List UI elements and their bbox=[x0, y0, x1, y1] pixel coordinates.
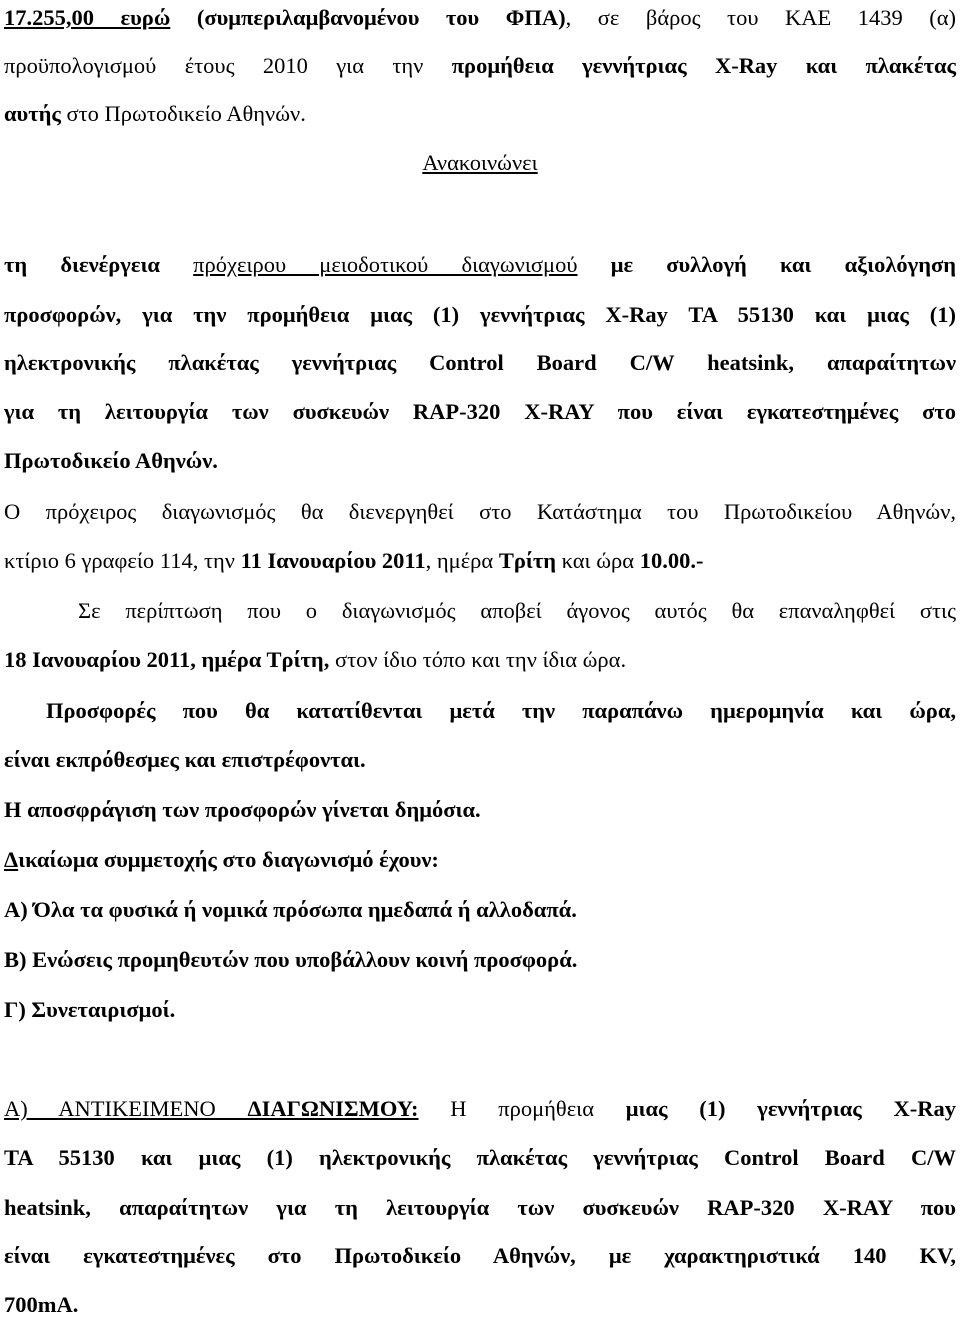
subject-title-b: ΔΙΑΓΩΝΙΣΜΟΥ: bbox=[247, 1096, 419, 1121]
para1-line-2: προσφορών, για την προμήθεια μιας (1) γεννήτριας X-Ray TA 55130 και μιας (1) bbox=[4, 302, 956, 327]
time-label: και ώρα bbox=[556, 548, 640, 573]
para3-line-1: Σε περίπτωση που ο διαγωνισμός αποβεί άγονος αυτός θα επαναληφθεί στις bbox=[78, 598, 956, 623]
kae-text: , σε βάρος του ΚΑΕ 1439 (α) bbox=[565, 5, 957, 30]
vat-text: (συμπεριλαμβανομένου του ΦΠΑ) bbox=[196, 5, 566, 30]
subject-line-4: είναι εγκατεστημένες στο Πρωτοδικείο Αθηνών, με χαρακτηριστικά 140 KV, bbox=[4, 1243, 956, 1268]
para4-line-1: Προσφορές που θα κατατίθενται μετά την παραπάνω ημερομηνία και ώρα, bbox=[46, 698, 956, 723]
rights-item-b: Β) Ενώσεις προμηθευτών που υποβάλλουν κοινή προσφορά. bbox=[4, 947, 578, 972]
its-text: αυτής bbox=[4, 101, 61, 126]
building-text: κτίριο 6 γραφείο 114, την bbox=[4, 548, 241, 573]
tender-day: Τρίτη bbox=[498, 548, 556, 573]
para1-line-1 bbox=[4, 250, 956, 280]
day-label: , ημέρα bbox=[425, 548, 499, 573]
rights-item-c: Γ) Συνεταιρισμοί. bbox=[4, 997, 176, 1022]
subject-generator-text: μιας (1) γεννήτριας X-Ray bbox=[625, 1096, 957, 1121]
intro-line-2 bbox=[4, 51, 956, 81]
intro-line-1 bbox=[4, 3, 956, 33]
rights-heading bbox=[4, 845, 956, 875]
announce-text: Ανακοινώνει bbox=[422, 150, 538, 175]
budget-text: προϋπολογισμού έτους 2010 για την bbox=[4, 53, 424, 78]
subject-line-5: 700mA. bbox=[4, 1292, 79, 1317]
para2-line-2 bbox=[4, 546, 956, 576]
para3-line-2 bbox=[4, 645, 956, 675]
para2-line-1: Ο πρόχειρος διαγωνισμός θα διενεργηθεί στο Κατάστημα του Πρωτοδικείου Αθηνών, bbox=[4, 499, 956, 524]
tender-type-text: πρόχειρου μειοδοτικού διαγωνισμού bbox=[193, 252, 578, 277]
repeat-date: 18 Ιανουαρίου 2011, ημέρα Τρίτη, bbox=[4, 647, 330, 672]
para4-line-2: είναι εκπρόθεσμες και επιστρέφονται. bbox=[4, 747, 366, 772]
conduct-text: τη διενέργεια bbox=[4, 252, 160, 277]
subject-line-1 bbox=[4, 1094, 956, 1124]
announce-heading bbox=[0, 148, 960, 178]
intro-line-3 bbox=[4, 99, 956, 129]
para1-line-5: Πρωτοδικείο Αθηνών. bbox=[4, 448, 218, 473]
same-place-text: στον ίδιο τόπο και την ίδια ώρα. bbox=[329, 647, 627, 672]
subject-line-2: TA 55130 και μιας (1) ηλεκτρονικής πλακέτας γεννήτριας Control Board C/W bbox=[4, 1145, 956, 1170]
rights-item-a: Α) Όλα τα φυσικά ή νομικά πρόσωπα ημεδαπά ή αλλοδαπά. bbox=[4, 897, 577, 922]
amount-text: 17.255,00 ευρώ bbox=[4, 5, 171, 30]
collection-text: με συλλογή και αξιολόγηση bbox=[610, 252, 956, 277]
end-mark: .- bbox=[690, 548, 704, 573]
subject-procurement-text: Η προμήθεια bbox=[418, 1096, 626, 1121]
rights-heading-rest: ικαίωμα συμμετοχής στο διαγωνισμό έχουν: bbox=[18, 847, 439, 872]
para1-line-4: για τη λειτουργία των συσκευών RAP-320 X-RAY που είναι εγκατεστημένες στο bbox=[4, 399, 956, 424]
subject-title-a: Α) ΑΝΤΙΚΕΙΜΕΝΟ bbox=[4, 1096, 248, 1121]
tender-date: 11 Ιανουαρίου 2011 bbox=[240, 548, 426, 573]
rights-heading-initial: Δ bbox=[4, 847, 19, 872]
subject-line-3: heatsink, απαραίτητων για τη λειτουργία των συσκευών RAP-320 X-RAY που bbox=[4, 1195, 956, 1220]
tender-time: 10.00 bbox=[639, 548, 691, 573]
court-text: στο Πρωτοδικείο Αθηνών. bbox=[60, 101, 306, 126]
unsealing-text: Η αποσφράγιση των προσφορών γίνεται δημόσια. bbox=[4, 797, 481, 822]
procurement-text: προμήθεια γεννήτριας X-Ray και πλακέτας bbox=[451, 53, 957, 78]
para1-line-3: ηλεκτρονικής πλακέτας γεννήτριας Control Board C/W heatsink, απαραίτητων bbox=[4, 350, 956, 375]
